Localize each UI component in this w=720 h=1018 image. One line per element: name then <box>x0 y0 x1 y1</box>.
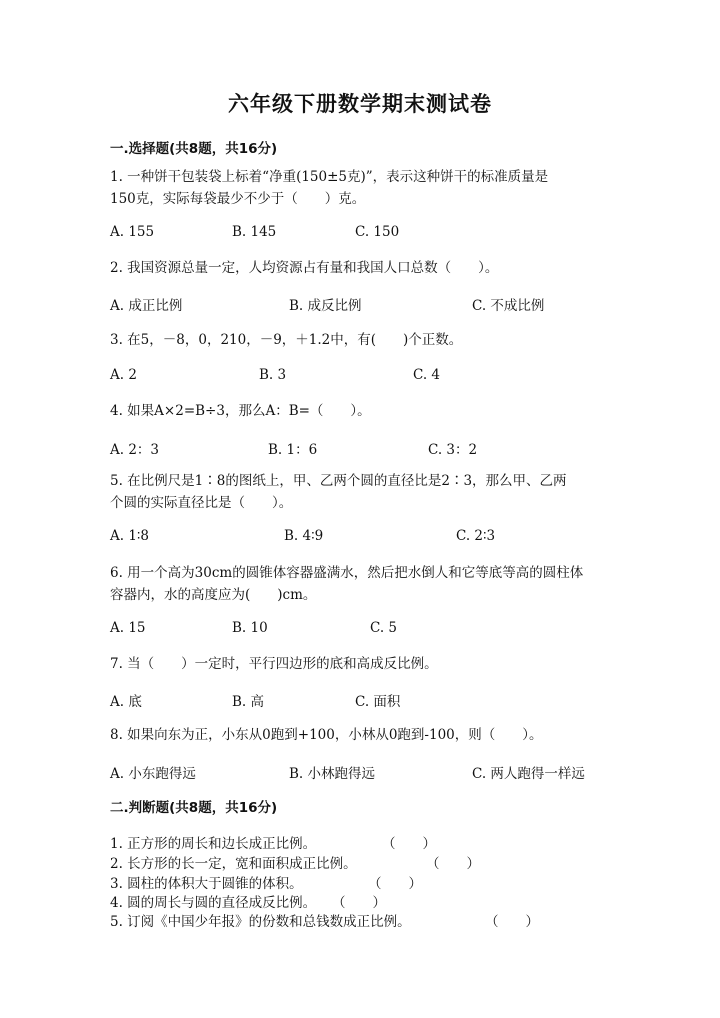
options-5 <box>110 528 610 548</box>
option-a: A. 2 <box>110 367 137 383</box>
question-3 <box>110 329 610 351</box>
judgement-text: 5. 订阅《中国少年报》的份数和总钱数成正比例。 <box>110 914 411 930</box>
options-6 <box>110 620 610 640</box>
question-text: 6. 用一个高为30cm的圆锥体容器盛满水，然后把水倒人和它等底等高的圆柱体 <box>110 565 584 581</box>
judgement-4 <box>110 891 610 909</box>
question-5 <box>110 470 610 514</box>
answer-blank: （ ） <box>382 836 436 852</box>
option-a: A. 1∶8 <box>110 528 150 544</box>
question-text: 2. 我国资源总量一定，人均资源占有量和我国人口总数（ ）。 <box>110 260 499 276</box>
option-b: B. 小林跑得远 <box>289 766 376 782</box>
judgement-text: 2. 长方形的长一定，宽和面积成正比例。 <box>110 856 357 872</box>
question-text: 3. 在5，－8，0，210，－9，＋1.2中，有( )个正数。 <box>110 332 463 348</box>
question-text: 8. 如果向东为正，小东从0跑到+100，小林从0跑到-100，则（ ）。 <box>110 727 543 743</box>
options-4 <box>110 438 610 458</box>
question-1 <box>110 166 610 210</box>
question-2 <box>110 257 610 279</box>
question-6 <box>110 562 610 606</box>
option-c: C. 两人跑得一样远 <box>472 766 585 782</box>
options-8 <box>110 762 610 782</box>
option-c: C. 3：2 <box>428 442 478 458</box>
options-2 <box>110 294 610 314</box>
answer-blank: （ ） <box>426 856 480 872</box>
question-text: 4. 如果A×2=B÷3，那么A：B=（ ）。 <box>110 403 371 419</box>
judgement-3 <box>110 872 610 890</box>
section-heading-judgement: 二.判断题(共8题，共16分) <box>110 800 278 816</box>
option-a: A. 小东跑得远 <box>110 766 196 782</box>
option-b: B. 10 <box>232 620 268 636</box>
option-c: C. 面积 <box>355 694 401 710</box>
judgement-text: 4. 圆的周长与圆的直径成反比例。 <box>110 895 317 911</box>
option-c: C. 4 <box>413 367 441 383</box>
question-text: 150克，实际每袋最少不少于（ ）克。 <box>110 191 366 207</box>
judgement-text: 1. 正方形的周长和边长成正比例。 <box>110 836 317 852</box>
page-title: 六年级下册数学期末测试卷 <box>228 92 492 116</box>
option-a: A. 2：3 <box>110 442 160 458</box>
option-b: B. 145 <box>232 224 277 240</box>
answer-blank: （ ） <box>485 914 539 930</box>
option-b: B. 高 <box>232 694 265 710</box>
option-a: A. 155 <box>110 224 155 240</box>
section-heading-choice: 一.选择题(共8题，共16分) <box>110 141 278 157</box>
question-4 <box>110 400 610 422</box>
judgement-5 <box>110 910 610 928</box>
judgement-2 <box>110 852 610 870</box>
question-8 <box>110 724 610 746</box>
answer-blank: （ ） <box>368 876 422 892</box>
question-text: 7. 当（ ）一定时，平行四边形的底和高成反比例。 <box>110 656 438 672</box>
question-text: 1. 一种饼干包装袋上标着“净重(150±5克)”，表示这种饼干的标准质量是 <box>110 169 549 185</box>
option-b: B. 成反比例 <box>289 298 362 314</box>
option-b: B. 3 <box>259 367 287 383</box>
option-b: B. 4∶9 <box>284 528 324 544</box>
question-text: 容器内，水的高度应为( )cm。 <box>110 587 317 603</box>
question-text: 5. 在比例尺是1∶8的图纸上，甲、乙两个圆的直径比是2∶3，那么甲、乙两 <box>110 473 567 489</box>
judgement-text: 3. 圆柱的体积大于圆锥的体积。 <box>110 876 303 892</box>
options-3 <box>110 367 610 387</box>
option-c: C. 5 <box>370 620 398 636</box>
question-text: 个圆的实际直径比是（ ）。 <box>110 495 293 511</box>
options-7 <box>110 690 610 710</box>
option-a: A. 15 <box>110 620 146 636</box>
options-1 <box>110 224 610 244</box>
judgement-1 <box>110 832 610 850</box>
option-c: C. 150 <box>355 224 400 240</box>
option-a: A. 底 <box>110 694 142 710</box>
option-c: C. 2∶3 <box>456 528 496 544</box>
option-c: C. 不成比例 <box>472 298 545 314</box>
option-a: A. 成正比例 <box>110 298 183 314</box>
question-7 <box>110 653 610 675</box>
option-b: B. 1：6 <box>268 442 318 458</box>
answer-blank: （ ） <box>332 895 386 911</box>
